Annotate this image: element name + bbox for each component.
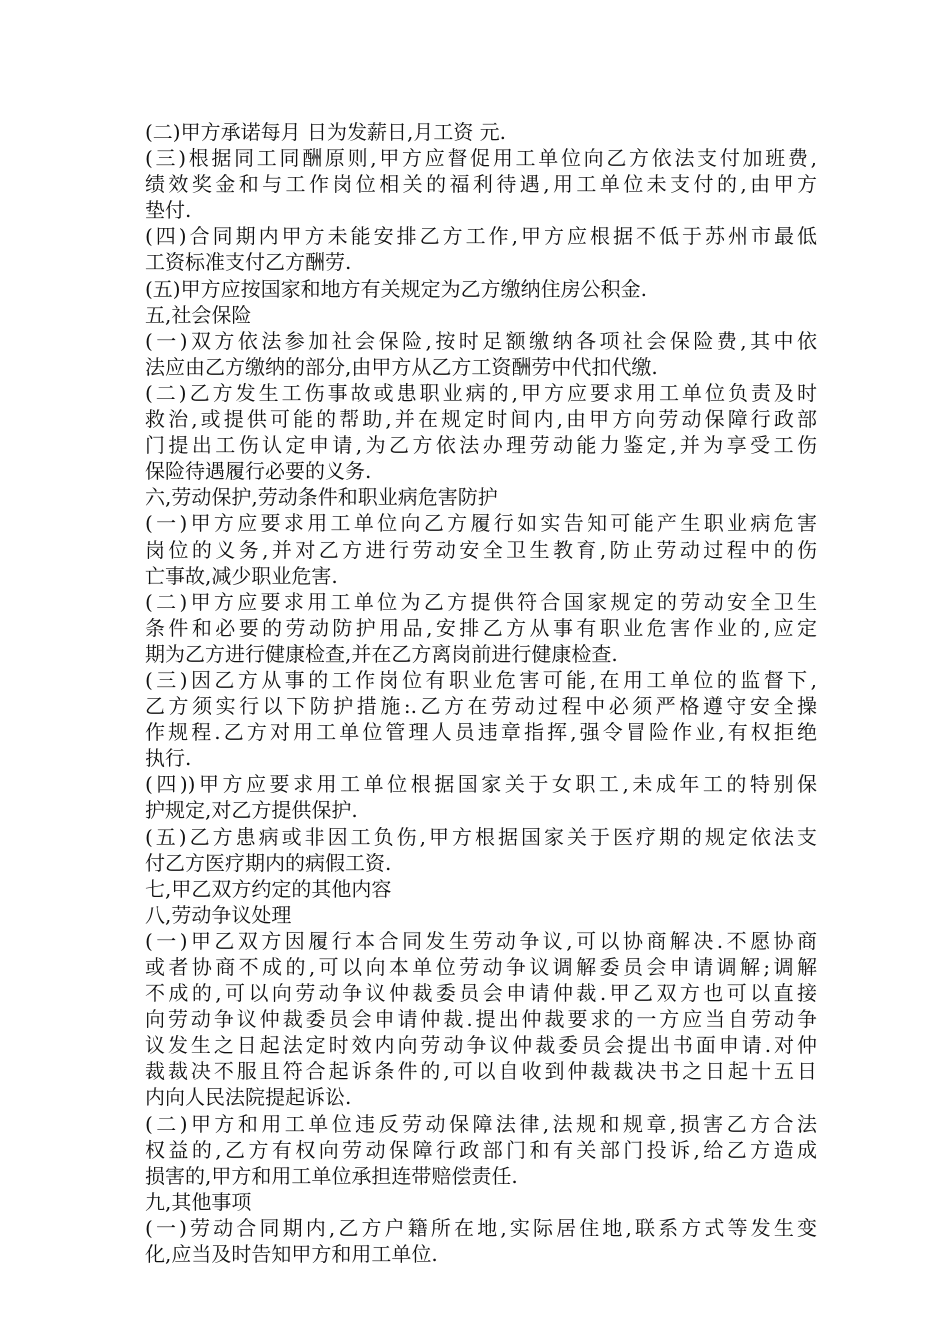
text-line: 裁裁决不服且符合起诉条件的,可以自收到仲裁裁决书之日起十五日 — [145, 1059, 817, 1084]
text-line: 八,劳动争议处理 — [145, 902, 292, 927]
text-line: 向劳动争议仲裁委员会申请仲裁.提出仲裁要求的一方应当自劳动争 — [145, 1007, 817, 1032]
text-line: (二)甲方承诺每月 日为发薪日,月工资 元. — [145, 120, 507, 144]
text-line: (四))甲方应要求用工单位根据国家关于女职工,未成年工的特别保 — [145, 772, 817, 797]
text-line: (二)乙方发生工伤事故或患职业病的,甲方应要求用工单位负责及时 — [145, 380, 817, 405]
text-line: (二)甲方应要求用工单位为乙方提供符合国家规定的劳动安全卫生 — [145, 589, 817, 614]
text-line: 保险待遇履行必要的义务. — [145, 459, 372, 484]
text-line: (一)甲方应要求用工单位向乙方履行如实告知可能产生职业病危害 — [145, 511, 817, 536]
text-line: 付乙方医疗期内的病假工资. — [145, 850, 392, 875]
text-line: 议发生之日起法定时效内向劳动争议仲裁委员会提出书面申请.对仲 — [145, 1033, 817, 1058]
text-line: (四)合同期内甲方未能安排乙方工作,甲方应根据不低于苏州市最低 — [145, 224, 817, 249]
text-line: 九,其他事项 — [145, 1189, 252, 1214]
text-line: 期为乙方进行健康检查,并在乙方离岗前进行健康检查. — [145, 641, 618, 666]
text-line: 内向人民法院提起诉讼. — [145, 1085, 352, 1110]
text-line: 绩效奖金和与工作岗位相关的福利待遇,用工单位未支付的,由甲方 — [145, 172, 817, 197]
text-line: 五,社会保险 — [145, 302, 252, 327]
text-line: 门提出工伤认定申请,为乙方依法办理劳动能力鉴定,并为享受工伤 — [145, 433, 817, 458]
text-line: 不成的,可以向劳动争议仲裁委员会申请仲裁.甲乙双方也可以直接 — [145, 981, 817, 1006]
text-line: 垫付. — [145, 198, 192, 223]
text-line: 救治,或提供可能的帮助,并在规定时间内,由甲方向劳动保障行政部 — [145, 407, 817, 432]
text-line: (五)甲方应按国家和地方有关规定为乙方缴纳住房公积金. — [145, 276, 647, 301]
text-line: 法应由乙方缴纳的部分,由甲方从乙方工资酬劳中代扣代缴. — [145, 354, 658, 379]
text-line: 六,劳动保护,劳动条件和职业病危害防护 — [145, 485, 498, 510]
text-line: (一)劳动合同期内,乙方户籍所在地,实际居住地,联系方式等发生变 — [145, 1215, 817, 1240]
text-line: 岗位的义务,并对乙方进行劳动安全卫生教育,防止劳动过程中的伤 — [145, 537, 817, 562]
text-line: (三)因乙方从事的工作岗位有职业危害可能,在用工单位的监督下, — [145, 667, 817, 692]
text-line: (三)根据同工同酬原则,甲方应督促用工单位向乙方依法支付加班费, — [145, 146, 817, 171]
text-line: 作规程.乙方对用工单位管理人员违章指挥,强令冒险作业,有权拒绝 — [145, 720, 817, 745]
text-line: 或者协商不成的,可以向本单位劳动争议调解委员会申请调解;调解 — [145, 955, 817, 979]
text-line: (二)甲方和用工单位违反劳动保障法律,法规和规章,损害乙方合法 — [145, 1111, 817, 1136]
text-line: 权益的,乙方有权向劳动保障行政部门和有关部门投诉,给乙方造成 — [145, 1137, 817, 1162]
text-line: (一)双方依法参加社会保险,按时足额缴纳各项社会保险费,其中依 — [145, 328, 817, 353]
text-line: 乙方须实行以下防护措施:.乙方在劳动过程中必须严格遵守安全操 — [145, 694, 817, 719]
text-line: 工资标准支付乙方酬劳. — [145, 250, 352, 275]
text-line: 条件和必要的劳动防护用品,安排乙方从事有职业危害作业的,应定 — [145, 615, 817, 640]
text-line: (一)甲乙双方因履行本合同发生劳动争议,可以协商解决.不愿协商 — [145, 928, 817, 953]
text-line: 损害的,甲方和用工单位承担连带赔偿责任. — [145, 1163, 518, 1188]
text-line: 七,甲乙双方约定的其他内容 — [145, 876, 392, 901]
document-body — [145, 119, 817, 1267]
text-line: 护规定,对乙方提供保护. — [145, 798, 358, 823]
text-line: 化,应当及时告知甲方和用工单位. — [145, 1242, 438, 1267]
text-line: 亡事故,减少职业危害. — [145, 563, 338, 588]
text-line: (五)乙方患病或非因工负伤,甲方根据国家关于医疗期的规定依法支 — [145, 824, 817, 849]
text-line: 执行. — [145, 746, 192, 771]
